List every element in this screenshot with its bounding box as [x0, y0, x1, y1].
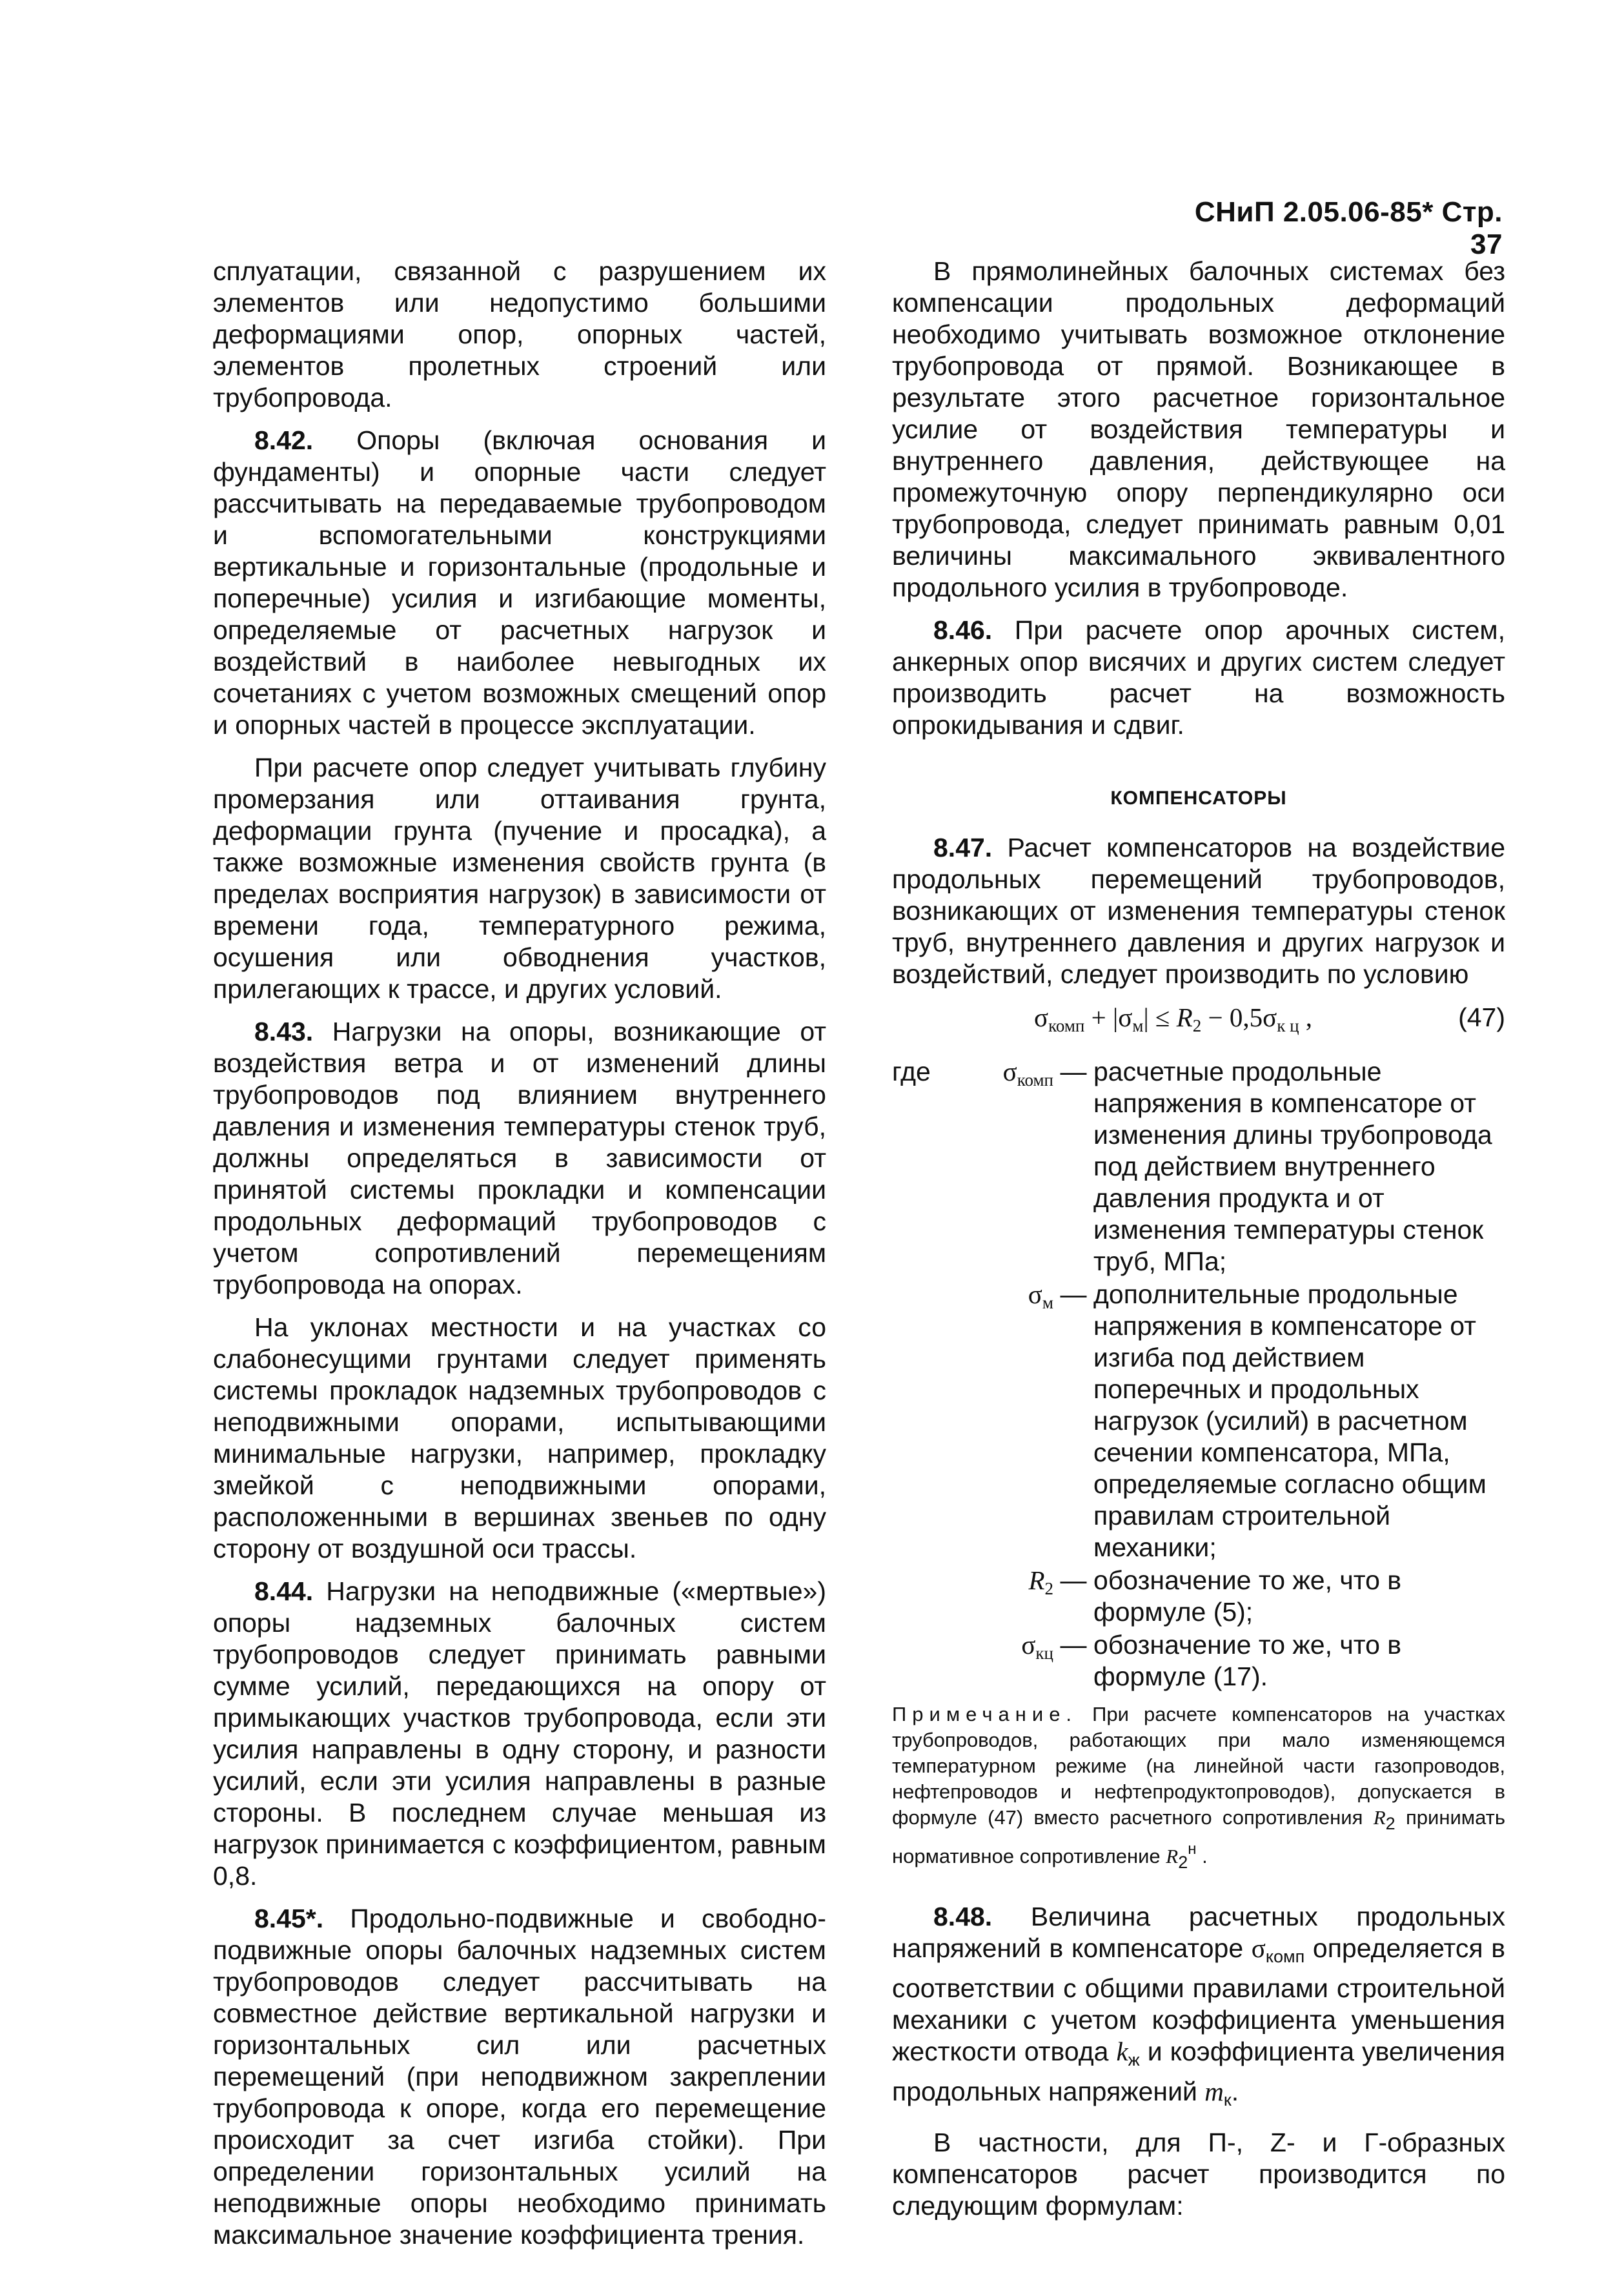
subscript: м — [1042, 1293, 1053, 1312]
m-symbol: m — [1204, 2077, 1224, 2106]
paragraph — [213, 1312, 826, 1565]
clause-number: 8.44. — [254, 1576, 314, 1606]
paragraph-continued — [213, 256, 826, 414]
subscript: комп — [1017, 1070, 1053, 1090]
clause-number: 8.46. — [933, 615, 993, 645]
definition-text: обозначение то же, что в формуле (17). — [1093, 1630, 1402, 1691]
operator: ≤ — [1148, 1002, 1177, 1032]
paragraph-text: На уклонах местности и на участках со слабонесущими грунтами следует применять системы прокладок надземных трубопроводов с неподвижными опорами, испытывающими минимальные нагрузки, например, прокладку змейкой с неподвижными опорами, расположенными в вершинах звеньев по одну сторону от воздушной оси трассы. — [213, 1312, 826, 1563]
sigma-symbol: σ — [1263, 1002, 1277, 1032]
paragraph-8-47 — [892, 832, 1505, 990]
paragraph — [892, 256, 1505, 604]
paragraph-text: Расчет компенсаторов на воздействие продольных перемещений трубопроводов, возникающих от изменения температуры стенок труб, внутреннего давления и других нагрузок и воздействий, следует производить по условию — [892, 833, 1505, 989]
note — [892, 1702, 1505, 1875]
definition-symbol — [892, 1279, 1053, 1563]
subscript: ж — [1128, 2050, 1140, 2070]
sigma-symbol: σ — [1118, 1002, 1133, 1032]
paragraph-8-48 — [892, 1901, 1505, 2116]
r-symbol: R — [1166, 1845, 1179, 1867]
note-text: принимать нормативное сопротивление — [892, 1806, 1505, 1867]
paragraph-8-42 — [213, 425, 826, 741]
page-header: СНиП 2.05.06-85* Стр. 37 — [1194, 196, 1503, 260]
note-text: . — [1196, 1845, 1208, 1867]
punctuation: . — [1231, 2077, 1239, 2106]
superscript: н — [1188, 1840, 1197, 1858]
paragraph-text: При расчете опор арочных систем, анкерных опор висячих и других систем следует производить расчет на возможность опрокидывания и сдвиг. — [892, 615, 1505, 740]
clause-number: 8.48. — [933, 1902, 993, 1931]
subscript: кц — [1035, 1643, 1053, 1663]
r-symbol: R — [1373, 1806, 1386, 1829]
operator: + — [1084, 1002, 1113, 1032]
definition-item — [892, 1629, 1505, 1693]
paragraph-text: Продольно-подвижные и свободно-подвижные опоры балочных надземных систем трубопроводов следует рассчитывать на совместное действие вертикальной нагрузки и горизонтальных сил или расчетных перемещений (при неподвижном закреплении трубопровода к опоре, когда его перемещение происходит за счет изгиба стойки). При определении горизонтальных усилий на неподвижные опоры необходимо принимать максимальное значение коэффициента трения. — [213, 1904, 826, 2250]
clause-number: 8.42. — [254, 425, 314, 455]
paragraph — [892, 2127, 1505, 2222]
sigma-symbol: σ — [1002, 1057, 1017, 1086]
paragraph-text: В частности, для П-, Z- и Г-образных компенсаторов расчет производится по следующим формулам: — [892, 2128, 1505, 2221]
abs-bar: | — [1113, 1002, 1119, 1032]
paragraph-text: сплуатации, связанной с разрушением их элементов или недопустимо большими деформациями опор, опорных частей, элементов пролетных строений или трубопровода. — [213, 256, 826, 412]
definition-item — [892, 1565, 1505, 1628]
r-symbol: R — [1028, 1565, 1045, 1595]
definition-item — [892, 1056, 1505, 1277]
clause-number: 8.47. — [933, 833, 993, 862]
clause-number: 8.43. — [254, 1017, 314, 1046]
definition-symbol — [892, 1056, 1053, 1277]
definition-text: расчетные продольные напряжения в компенсаторе от изменения длины трубопровода под действием внутреннего давления продукта и от изменения температуры стенок труб, МПа; — [1093, 1057, 1492, 1276]
formula-expression — [892, 1002, 1312, 1042]
paragraph-text: Нагрузки на неподвижные («мертвые») опоры надземных балочных систем трубопроводов следует принимать равными сумме усилий, передающихся на опору от примыкающих участков трубопровода, если эти усилия направлены в одну сторону, и разности усилий, если эти усилия направлены в разные стороны. В последнем случае меньшая из нагрузок принимается с коэффициентом, равным 0,8. — [213, 1576, 826, 1891]
paragraph-text: В прямолинейных балочных системах без компенсации продольных деформаций необходимо учитывать возможное отклонение трубопровода от прямой. Возникающее в результате этого расчетное горизонтальное усилие от воздействия температуры и внутреннего давления, действующее на промежуточную опору перпендикулярно оси трубопровода, следует принимать равным 0,01 величины максимального эквивалентного продольного усилия в трубопроводе. — [892, 256, 1505, 602]
paragraph — [213, 752, 826, 1005]
right-column — [892, 256, 1505, 2233]
paragraph-text: определяется в соответствии с общими правилами строительной механики с учетом коэффициента уменьшения жесткости отвода — [892, 1933, 1505, 2066]
definition-symbol — [892, 1629, 1053, 1693]
paragraph-8-46 — [892, 615, 1505, 741]
note-text: При расчете компенсаторов на участках трубопроводов, работающих при мало изменяющемся температурном режиме (на линейной части газопроводов, нефтепроводов и нефтепродуктопроводов), допускается в формуле (47) вместо расчетного сопротивления — [892, 1703, 1505, 1829]
punctuation: , — [1299, 1002, 1313, 1032]
left-column — [213, 256, 826, 2262]
definitions-list — [892, 1056, 1505, 1693]
section-title: КОМПЕНСАТОРЫ — [1110, 788, 1287, 809]
note-label: Примечание. — [892, 1703, 1078, 1725]
paragraph-8-44 — [213, 1576, 826, 1892]
clause-number: 8.45*. — [254, 1904, 324, 1933]
formula-47 — [892, 1002, 1505, 1042]
dash: — — [1060, 1279, 1087, 1309]
sigma-symbol: σ — [1021, 1630, 1036, 1660]
subscript: 2 — [1044, 1579, 1053, 1598]
paragraph-text: Нагрузки на опоры, возникающие от воздействия ветра и от изменений длины трубопроводов под влиянием внутреннего давления и изменения температуры стенок труб, должны определяться в зависимости от принятой системы прокладки и компенсации продольных деформаций трубопроводов с учетом сопротивлений перемещениям трубопровода на опорах. — [213, 1017, 826, 1299]
equation-number: (47) — [1458, 1002, 1505, 1032]
subscript: 2 — [1192, 1016, 1202, 1035]
subscript: 2 — [1178, 1853, 1188, 1872]
k-symbol: k — [1116, 2037, 1128, 2066]
dash: — — [1060, 1565, 1087, 1595]
subscript: м — [1132, 1016, 1144, 1035]
paragraph-text: Величина расчетных продольных напряжений в компенсаторе — [892, 1902, 1505, 1963]
paragraph-8-45 — [213, 1903, 826, 2251]
operator: − 0,5 — [1201, 1002, 1263, 1032]
definition-text: дополнительные продольные напряжения в компенсаторе от изгиба под действием поперечных и продольных нагрузок (усилий) в расчетном сечении компенсатора, МПа, определяемые согласно общим правилам строительной механики; — [1093, 1279, 1487, 1562]
sigma-symbol: σ — [1034, 1002, 1049, 1032]
where-label: где — [892, 1057, 931, 1086]
dash: — — [1060, 1057, 1087, 1086]
r-symbol: R — [1176, 1002, 1193, 1032]
subscript: 2 — [1385, 1814, 1396, 1833]
definition-text: обозначение то же, что в формуле (5); — [1093, 1565, 1402, 1627]
paragraph-text: При расчете опор следует учитывать глубину промерзания или оттаивания грунта, деформации грунта (пучение и просадка), а также возможные изменения свойств грунта (в пределах восприятия нагрузок) в зависимости от времени года, температурного режима, осушения или обводнения участков, прилегающих к трассе, и других условий. — [213, 753, 826, 1004]
paragraph-text: и коэффициента увеличения продольных напряжений — [892, 2037, 1505, 2106]
dash: — — [1060, 1630, 1087, 1660]
paragraph-text: Опоры (включая основания и фундаменты) и опорные части следует рассчитывать на передаваемые трубопроводом и вспомогательными конструкциями вертикальные и горизонтальные (продольные и поперечные) усилия и изгибающие моменты, определяемые от расчетных нагрузок и воздействий в наиболее невыгодных их сочетаниях с учетом возможных смещений опор и опорных частей в процессе эксплуатации. — [213, 425, 826, 740]
subscript: комп — [1048, 1016, 1085, 1035]
definition-item — [892, 1279, 1505, 1563]
subscript: к — [1223, 2090, 1232, 2110]
abs-bar: | — [1143, 1002, 1149, 1032]
subscript: комп — [1265, 1947, 1305, 1966]
sigma-symbol: σ — [1251, 1933, 1266, 1963]
subscript: к ц — [1277, 1016, 1299, 1035]
definition-symbol — [892, 1565, 1053, 1628]
sigma-symbol: σ — [1028, 1279, 1042, 1309]
paragraph-8-43 — [213, 1016, 826, 1301]
